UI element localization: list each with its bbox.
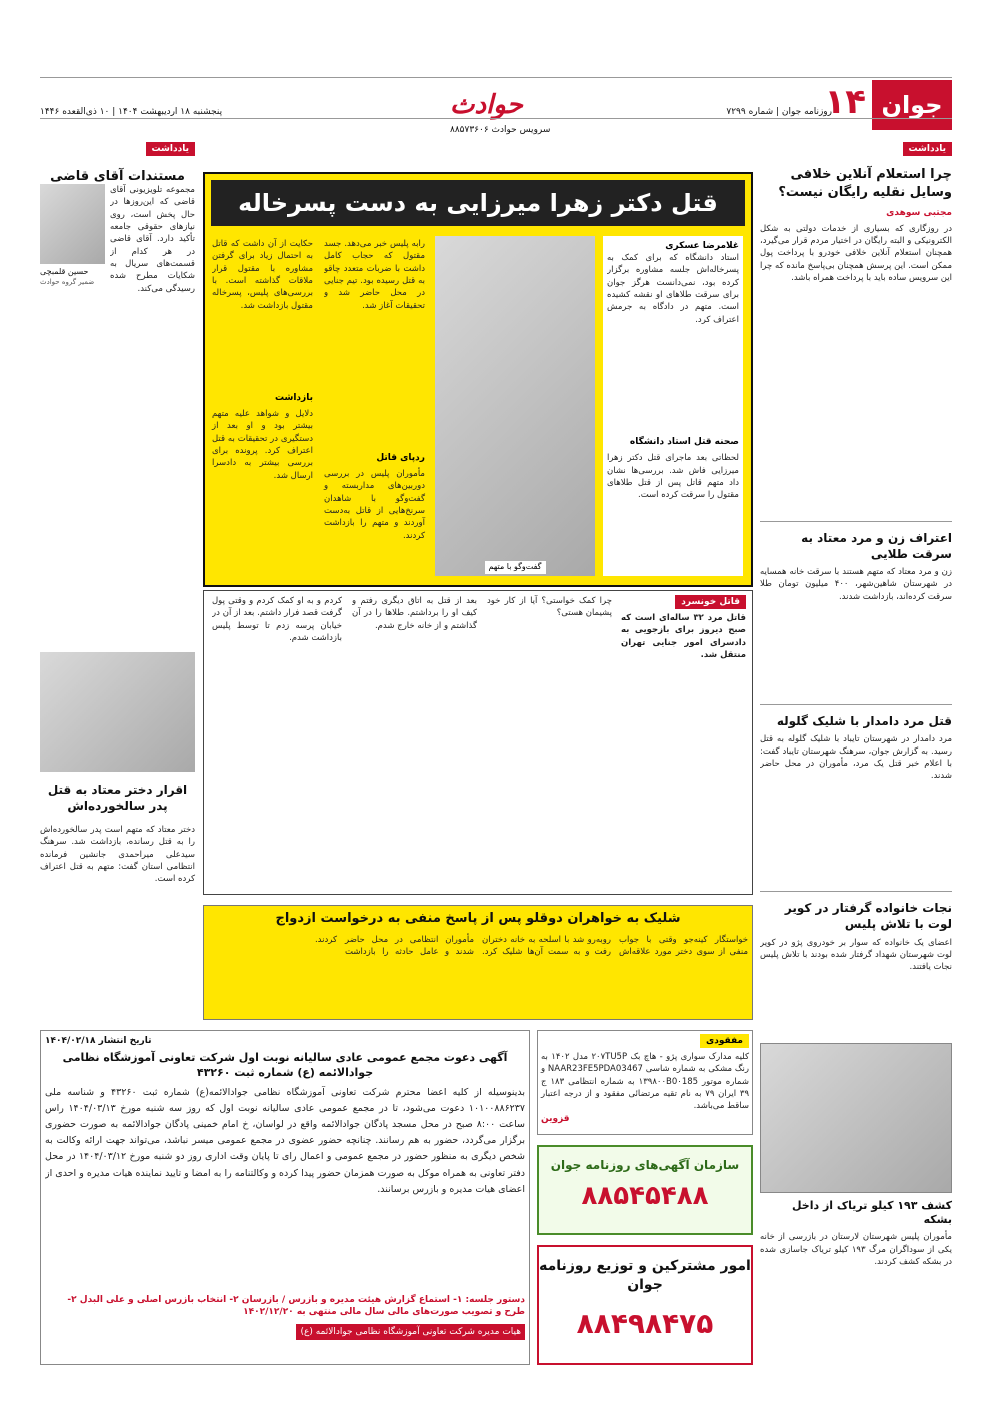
suspect-photo — [435, 236, 595, 576]
ad-body: کلیه مدارک سواری پژو - هاچ بک ۲۰۷TU5P مدل ۱۴۰۲ به رنگ مشکی به شماره شاسی NAAR23FE5PDA03467 و شماره موتور ۱۳۹۸۰۰B0۰185 به شماره انتظامی ۱۸۳ ج ۳۹ ایران ۷۹ به نام تقیه مرتضائی مفقود و از درجه اعتبار ساقط می‌باشد. — [541, 1052, 750, 1112]
note-badge: یادداشت — [903, 142, 952, 156]
article-title: اعتراف زن و مرد معتاد به سرقت طلایی — [801, 530, 952, 561]
notice-title: آگهی دعوت مجمع عمومی عادی سالیانه نوبت اول شرکت تعاونی آموزشگاه نظامی جوادالائمه (ع) شماره ثبت ۴۳۲۶۰ — [62, 1051, 508, 1079]
ad-title: مفقودی — [700, 1034, 749, 1048]
header-rule-top — [40, 77, 952, 78]
subscriptions-box — [537, 1245, 753, 1365]
masthead — [40, 62, 952, 135]
ads-org-title: سازمان آگهی‌های روزنامه جوان — [550, 1158, 740, 1172]
article-body: خواستگار کینه‌جو وقتی با جواب منفی از سوی دختر مورد علاقه‌اش روبه‌رو شد با اسلحه به خانه دختران رفت و به سمت آن‌ها شلیک کرد. مأموران انتظامی در محل حاضر شدند و عامل حادثه را بازداشت کردند. — [314, 934, 748, 957]
author-name: حسین قلمبچی — [40, 267, 89, 276]
article-body: زن و مرد معتاد که متهم هستند با سرقت خانه همسایه در شهرستان شاهین‌شهر، ۴۰۰ میلیون تومان طلا سرقت کرده‌اند، بازداشت شدند. — [760, 567, 952, 602]
date-info: پنجشنبه ۱۸ اردیبهشت ۱۴۰۴ | ۱۰ ذی‌القعده ۱۴۴۶ — [40, 107, 223, 117]
ads-org-box — [537, 1145, 753, 1235]
divider — [760, 891, 952, 892]
subscriptions-phone: ۸۸۴۹۸۴۷۵ — [576, 1306, 714, 1340]
drugs-photo — [760, 1043, 952, 1193]
paragraph: استاد دانشگاه که برای کمک به پسرخاله‌اش جلسه مشاوره برگزار کرده بود، نمی‌دانست هرگز جوان برای سرقت طلاهای او نقشه کشیده است. متهم در دادگاه به جرمش اعتراف کرد. — [607, 253, 739, 325]
newspaper-logo: جوان — [872, 80, 952, 130]
article-title: شلیک به خواهران دوقلو پس از پاسخ منفی به درخواست ازدواج — [275, 911, 681, 926]
notice-signature: هیات مدیره شرکت تعاونی آموزشگاه نظامی جوادالائمه (ع) — [296, 1324, 525, 1340]
article-body: مأموران پلیس شهرستان لارستان در بازرسی از خانه یکی از سوداگران مرگ ۱۹۳ کیلو تریاک جاسازی شده در بشکه کشف کردند. — [760, 1232, 952, 1267]
interview-col — [621, 595, 746, 661]
author: مجتبی سوهدی — [886, 207, 952, 218]
article-title: کشف ۱۹۳ کیلو تریاک از داخل بشکه — [791, 1198, 952, 1227]
header-rule-bottom — [40, 118, 952, 119]
feature-col-2 — [322, 236, 427, 576]
subheading: ردپای قاتل — [376, 453, 425, 463]
subheading: قاتل خونسرد — [675, 595, 746, 609]
note-title: مستندات آقای قاضی — [50, 169, 185, 185]
note-badge: یادداشت — [146, 142, 195, 156]
lead: قاتل مرد ۳۲ ساله‌ای است که صبح دیروز برای بازجویی به دادسرای امور جنایی تهران منتقل شد. — [621, 613, 746, 661]
paragraph: چرا کمک خواستی؟ آیا از کار خود پشیمان هستی؟ — [487, 596, 612, 619]
subheading: صحنه قتل استاد دانشگاه — [629, 437, 739, 448]
paragraph: لحظاتی بعد ماجرای قتل دکتر زهرا میرزایی فاش شد. بررسی‌ها نشان داد متهم قاتل پس از قتل طلاهای مقتول را سرقت کرده است. — [607, 453, 739, 501]
section-service: سرویس حوادث ۸۸۵۷۳۶۰۶ — [450, 125, 551, 135]
byline: غلامرضا عسکری — [665, 241, 739, 251]
paragraph: رابه پلیس خبر می‌دهد. جسد مقتول که حجاب کامل داشت با ضربات متعدد چاقو به قتل رسیده بود. تیم جنایی در محل حاضر شد و تحقیقات آغاز شد. — [324, 239, 425, 311]
subheading: بازداشت — [274, 393, 313, 403]
divider — [760, 704, 952, 705]
side-column — [760, 142, 952, 1272]
feature-headline: قتل دکتر زهرا میرزایی به دست پسرخاله — [211, 180, 745, 226]
ads-org-phone: ۸۸۵۴۵۴۸۸ — [581, 1181, 709, 1212]
page-number: ۱۴ — [824, 82, 866, 122]
notice-body: بدینوسیله از کلیه اعضا محترم شرکت تعاونی آموزشگاه نظامی جوادالائمه(ع) شماره ثبت ۴۳۲۶۰ و شناسه ملی ۱۰۱۰۰۸۸۶۲۳۷ دعوت می‌شود، تا در مجمع عمومی عادی سالیانه نوبت اول که روز سه شنبه مورخ ۱۴۰۴/۰۳/۱۳ راس ساعت ۸:۰۰ صبح در محل مسجد پادگان جوادالائمه واقع در لواسان، خ امام خمینی پادگان جوادالائمه به صورت حضوری برگزار می‌گردد، حضور به هم رسانند. چنانچه حضور عضوی در مجمع عمومی میسر نباشد، می‌تواند جهت ارائه وکالت به شخص دیگری به منظور حضور در مجمع عمومی و اعمال رای تا پایان وقت اداری روز دو شنبه مورخ ۱۴۰۴/۰۳/۱۲ در محل دفتر تعاونی به همراه موکل به صورت همزمان حضور پیدا کرده و وکالتنامه را به امضا و تایید نماینده هیات مدیره و احدی از اعضای هیات مدیره و بازرس برسانند. — [45, 1086, 525, 1195]
suspect-photo — [40, 652, 195, 772]
article-title: اقرار دختر معتاد به قتل پدر سالخورده‌اش — [47, 783, 188, 814]
photo-credit: گفت‌وگو با متهم — [485, 561, 546, 574]
subscriptions-title: امور مشترکین و توزیع روزنامه جوان — [539, 1258, 751, 1293]
paragraph: کردم و به او کمک کردم و وقتی پول گرفت قصد فرار داشتم. بعد از آن در خیابان پرسه زدم تا توسط پلیس بازداشت شدم. — [212, 596, 342, 643]
section-title: حوادث — [450, 90, 523, 120]
issue-info: روزنامه جوان | شماره ۷۲۹۹ — [726, 107, 832, 117]
notice-date: تاریخ انتشار ۱۴۰۴/۰۲/۱۸ — [45, 1036, 152, 1046]
article-title: قتل مرد دامدار با شلیک گلوله — [776, 714, 952, 729]
notice-agenda: دستور جلسه: ۱- استماع گزارش هیئت مدیره و بازرس / بازرسان ۲- انتخاب بازرس اصلی و علی البدل ۲- طرح و تصویب صورت‌های مالی سال مالی منتهی به ۱۴۰۲/۱۲/۲۰ — [67, 1294, 525, 1317]
paragraph: حکایت از آن داشت که قاتل به احتمال زیاد برای گرفتن مشاوره با مقتول قرار ملاقات گذاشته است. با بررسی‌های پلیس، پسرخاله مقتول بازداشت شد. — [212, 239, 313, 311]
ad-city: قزوین — [541, 1113, 570, 1124]
article-body: دختر معتاد که متهم است پدر سالخورده‌اش را به قتل رسانده، بازداشت شد. سرهنگ سیدعلی میراحمدی جانشین فرمانده انتظامی استان گفت: متهم به قتل اعتراف کرده است. — [40, 825, 195, 885]
divider — [760, 521, 952, 522]
paragraph: بعد از قتل به اتاق دیگری رفتم و کیف او را برداشتم. طلاها را در آن گذاشتم و از خانه خارج شدم. — [352, 596, 477, 631]
paragraph: مأموران پلیس در بررسی دوربین‌های مداربسته و گفت‌وگو با شاهدان سرنخ‌هایی از قاتل به‌دست آوردند و متهم را بازداشت کردند. — [324, 469, 425, 541]
author-photo — [40, 184, 105, 264]
note-body: مجموعه تلویزیونی آقای قاضی که این‌روزها در حال پخش است، روی نیازهای حقوقی جامعه تأکید دارد. آقای قاضی در هر کدام از قسمت‌های سریال به شکایات مطرح شده رسیدگی می‌کند. — [110, 185, 195, 294]
lost-ad — [537, 1030, 753, 1135]
feature-col-3 — [210, 236, 315, 576]
article-body: مرد دامدار در شهرستان تایباد با شلیک گلوله به قتل رسید. به گزارش جوان، سرهنگ شهرستان تایباد گفت: با اعلام خبر قتل یک مرد، مأموران در محل حاضر شدند. — [760, 734, 952, 782]
paragraph: دلایل و شواهد علیه متهم بیشتر بود و او بعد از دستگیری در تحقیقات به قتل اعتراف کرد. پرونده برای بررسی بیشتر به دادسرا ارسال شد. — [212, 409, 313, 481]
feature-story — [203, 172, 753, 587]
notice-ad — [40, 1030, 530, 1365]
article-title: نجات خانواده گرفتار در کویر لوت با تلاش پلیس — [784, 901, 952, 932]
article-body: اعضای یک خانواده که سوار بر خودروی پژو در کویر لوت شهرستان شهداد گرفتار شده بودند با تلاش پلیس نجات یافتند. — [760, 937, 952, 973]
author-role: ضمیر گروه حوادث — [40, 278, 95, 286]
article-title: چرا استعلام آنلاین خلافی وسایل نقلیه رایگان نیست؟ — [778, 167, 952, 201]
interview-section — [203, 590, 753, 895]
article-body: در روزگاری که بسیاری از خدمات دولتی به شکل الکترونیکی و البته رایگان در اختیار مردم قرار می‌گیرد، همچنان استعلام آنلاین خلافی خودرو با پرداخت پول ممکن است. این پرسش همچنان بی‌پاسخ مانده که چرا این سرویس ساده باید با پرداخت همراه باشد. — [760, 223, 952, 283]
left-column — [40, 142, 195, 907]
bottom-story — [203, 905, 753, 1020]
feature-col-1 — [603, 236, 743, 576]
